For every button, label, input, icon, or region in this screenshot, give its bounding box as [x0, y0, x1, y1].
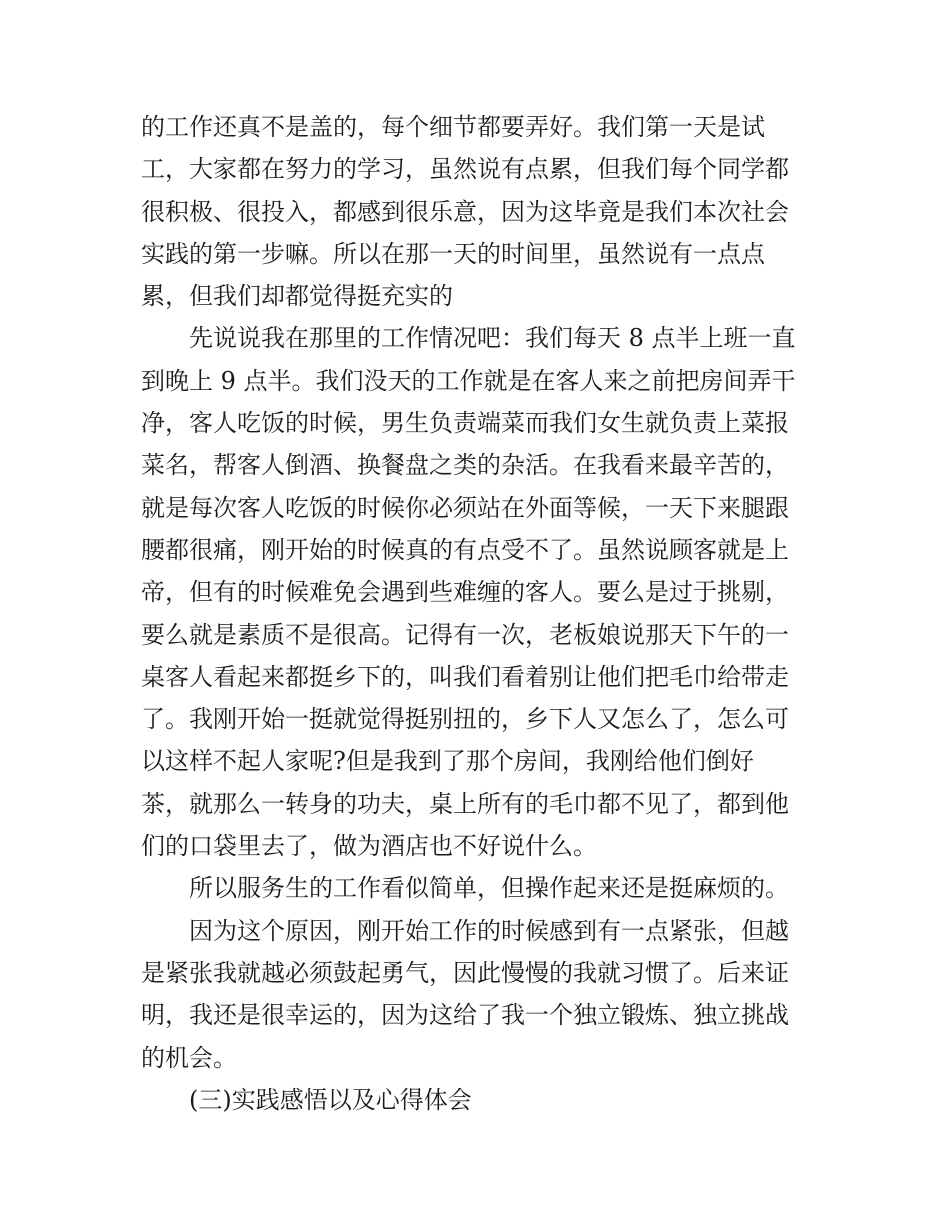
- text-line: 们的口袋里去了，做为酒店也不好说什么。: [141, 832, 597, 861]
- body-text: [141, 106, 813, 1121]
- text-line: 桌客人看起来都挺乡下的，叫我们看着别让他们把毛巾给带走: [141, 662, 789, 691]
- section-heading: (三)实践感悟以及心得体会: [189, 1085, 472, 1114]
- text-line: 是紧张我就越必须鼓起勇气，因此慢慢的我就习惯了。后来证: [141, 958, 789, 987]
- text-line: 茶，就那么一转身的功夫，桌上所有的毛巾都不见了，都到他: [141, 789, 789, 818]
- text-line: 的工作还真不是盖的，每个细节都要弄好。我们第一天是试: [141, 113, 765, 141]
- text-line: 先说说我在那里的工作情况吧：我们每天 8 点半上班一直: [189, 324, 796, 353]
- text-line: 所以服务生的工作看似简单，但操作起来还是挺麻烦的。: [189, 874, 789, 903]
- text-line: 菜名，帮客人倒酒、换餐盘之类的杂活。在我看来最辛苦的，: [141, 451, 789, 480]
- text-line: 腰都很痛，刚开始的时候真的有点受不了。虽然说顾客就是上: [141, 535, 789, 564]
- text-line: 帝，但有的时候难免会遇到些难缠的客人。要么是过于挑剔，: [141, 578, 789, 607]
- text-line: 累，但我们却都觉得挺充实的: [141, 282, 453, 311]
- text-line: 了。我刚开始一挺就觉得挺别扭的，乡下人又怎么了，怎么可: [141, 705, 789, 734]
- text-line: 因为这个原因，刚开始工作的时候感到有一点紧张，但越: [189, 916, 789, 945]
- text-line: 实践的第一步嘛。所以在那一天的时间里，虽然说有一点点: [141, 239, 765, 268]
- text-line: 的机会。: [141, 1043, 237, 1072]
- text-line: 很积极、很投入，都感到很乐意，因为这毕竟是我们本次社会: [141, 197, 789, 226]
- text-line: 工，大家都在努力的学习，虽然说有点累，但我们每个同学都: [141, 155, 789, 184]
- text-line: 要么就是素质不是很高。记得有一次，老板娘说那天下午的一: [141, 620, 789, 649]
- text-line: 到晚上 9 点半。我们没天的工作就是在客人来之前把房间弄干: [141, 366, 796, 395]
- text-line: 以这样不起人家呢?但是我到了那个房间，我刚给他们倒好: [141, 747, 754, 776]
- text-line: 净，客人吃饭的时候，男生负责端菜而我们女生就负责上菜报: [141, 409, 789, 438]
- text-line: 就是每次客人吃饭的时候你必须站在外面等候，一天下来腿跟: [141, 493, 789, 522]
- text-line: 明，我还是很幸运的，因为这给了我一个独立锻炼、独立挑战: [141, 1001, 789, 1030]
